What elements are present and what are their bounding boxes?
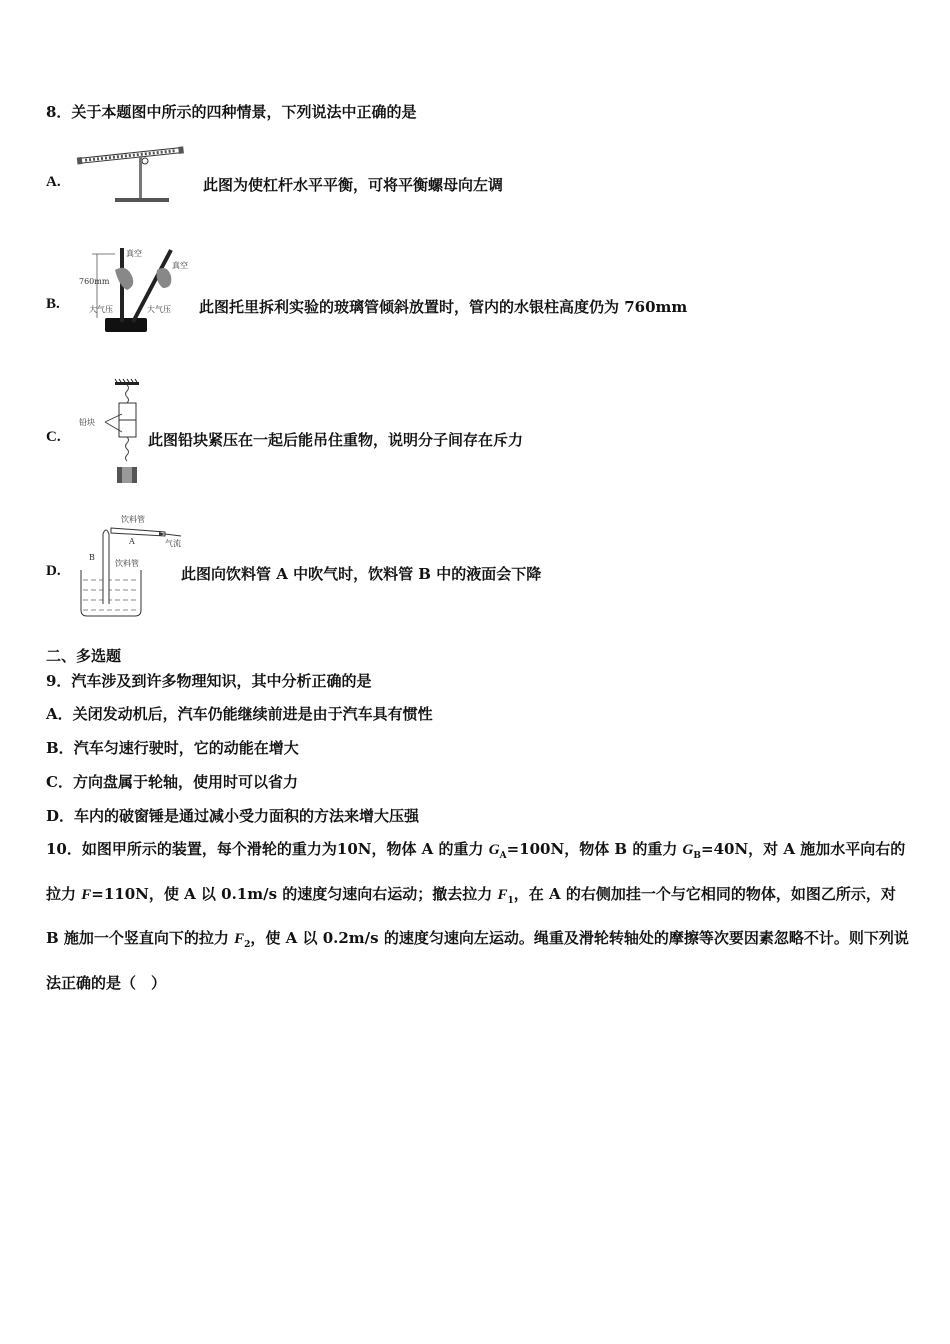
straws-figure [75,508,185,618]
q9-option-b [46,738,299,758]
q8-stem: 8．关于本题图中所示的四种情景，下列说法中正确的是 [46,103,417,121]
q10-text: =100N，物体 B 的重力 [506,840,683,858]
q9-option-a-label: A． [46,705,73,723]
q8-option-c-text: 此图铅块紧压在一起后能吊住重物，说明分子间存在斥力 [148,431,524,449]
q9-option-d-text: 车内的破窗锤是通过减小受力面积的方法来增大压强 [74,807,420,825]
straw-label-a: A [129,537,135,546]
q10-var-g: G [488,842,500,858]
q10-sub: 1 [507,895,514,906]
q10-sub: B [693,851,701,861]
q8-option-d-text: 此图向饮料管 A 中吹气时，饮料管 B 中的液面会下降 [181,565,542,583]
q10-text: 10．如图甲所示的装置，每个滑轮的重力为10N，物体 A 的重力 [46,840,489,858]
q10-var-f: F [497,886,508,903]
q8-option-a-label: A. [46,174,61,190]
lead-block-label: 铅块 [79,418,95,427]
torricelli-height-label: 760mm [79,277,110,286]
q10-var-f: F [234,931,245,947]
airflow-label: 气流 [165,539,181,548]
vacuum-label-1: 真空 [126,249,142,258]
lever-figure [75,142,185,204]
q10-var-g: G [682,842,694,858]
q9-option-b-text: 汽车匀速行驶时，它的动能在增大 [73,739,299,757]
q10-var-f: F [81,886,92,903]
q10-text: ，使 A 以 0.2m/s 的速度匀速向左运动。绳重及滑轮转轴处的摩擦等次要因素忽略不计。则下列说法正确的是（ ） [46,929,909,992]
q9-option-c-label: C． [46,773,73,791]
q9-option-c-text: 方向盘属于轮轴，使用时可以省力 [72,773,298,791]
q8-option-b-text: 此图托里拆利实验的玻璃管倾斜放置时，管内的水银柱高度仍为 760mm [199,298,688,316]
q8-option-a-text: 此图为使杠杆水平平衡，可将平衡螺母向左调 [203,176,504,194]
q10-stem [46,831,911,1002]
straw-label-b: B [89,553,95,562]
q8-option-d-label: D. [46,563,61,579]
straw-label-top: 饮料管 [121,515,145,524]
q9-option-a [46,704,433,724]
q10-text: =110N，使 A 以 0.1m/s 的速度匀速向右运动；撤去拉力 [91,884,498,903]
q8-option-c-label: C. [46,429,61,445]
section-title: 二、多选题 [46,647,122,665]
q9-option-d [46,806,419,826]
q8-option-b-label: B. [46,296,60,312]
q10-text: ，在 A 的右侧加挂一个与它相同的物体，如图乙所示，对 B 施加一个竖直向下的拉力 [46,884,896,947]
q9-option-a-text: 关闭发动机后，汽车仍能继续前进是由于汽车具有惯性 [72,705,433,723]
atm-label-1: 大气压 [89,305,113,314]
lead-blocks-figure [75,378,155,488]
q9-option-c [46,772,298,792]
q10-sub: 2 [244,940,251,950]
straw-label-side: 饮料管 [115,559,139,568]
q9-option-b-label: B． [46,739,74,757]
q10-text: =40N，对 A 施加水平向右的拉力 [46,840,906,903]
atm-label-2: 大气压 [147,305,171,314]
q10-sub: A [499,851,507,861]
torricelli-figure [75,242,200,337]
q9-option-d-label: D． [46,807,75,825]
q9-stem: 9．汽车涉及到许多物理知识，其中分析正确的是 [46,672,372,690]
vacuum-label-2: 真空 [172,261,188,270]
